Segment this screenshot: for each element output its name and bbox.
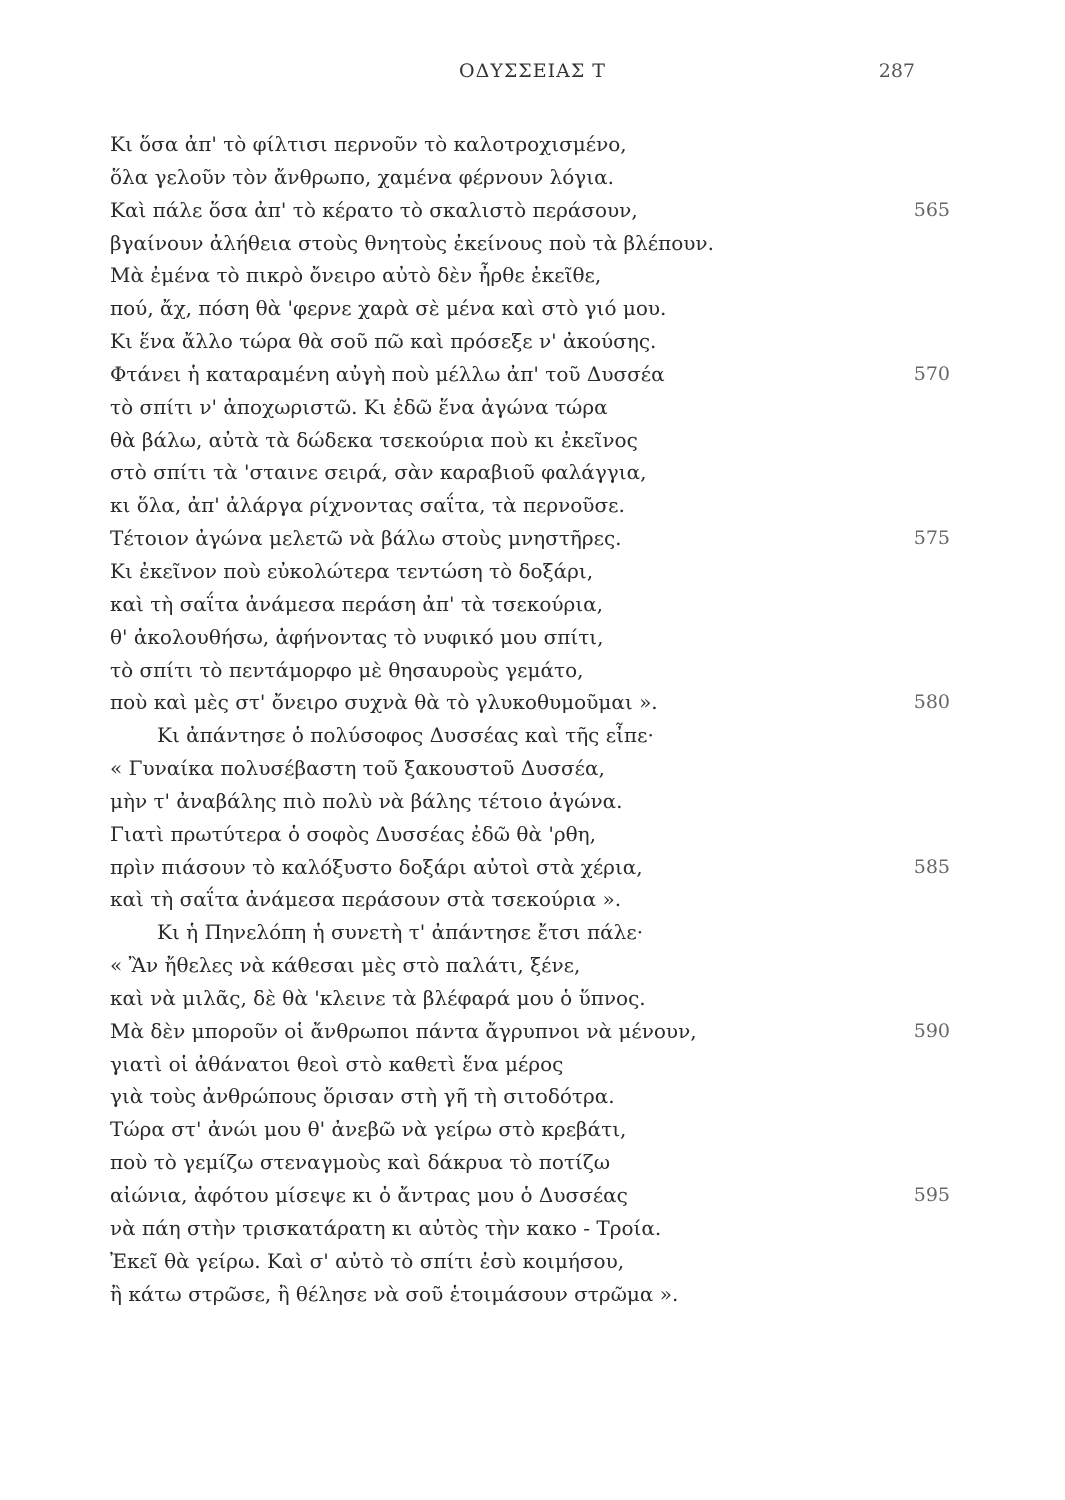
verse-text: Φτάνει ἡ καταραμένη αὐγὴ ποὺ μέλλω ἀπ' τοῦ Δυσσέα	[110, 361, 665, 386]
verse-line	[110, 292, 950, 325]
verse-line	[110, 949, 950, 982]
verse-text: Κι ἀπάντησε ὁ πολύσοφος Δυσσέας καὶ τῆς εἶπε·	[157, 723, 654, 748]
line-number: 575	[913, 527, 950, 550]
verse-text: καὶ τὴ σαΐτα ἀνάμεσα περάση ἀπ' τὰ τσεκούρια,	[110, 591, 604, 616]
verse-text: πού, ἄχ, πόση θὰ 'φερνε χαρὰ σὲ μένα καὶ στὸ γιό μου.	[110, 296, 667, 321]
running-head: ΟΔΥΣΣΕΙΑΣ Τ	[459, 60, 606, 82]
verse-text: « Ἂν ἤθελες νὰ κάθεσαι μὲς στὸ παλάτι, ξένε,	[110, 953, 581, 978]
verse-line	[110, 621, 950, 654]
verse-text: ποὺ τὸ γεμίζω στεναγμοὺς καὶ δάκρυα τὸ ποτίζω	[110, 1150, 611, 1175]
verse-text: Τέτοιον ἀγώνα μελετῶ νὰ βάλω στοὺς μνηστῆρες.	[110, 526, 622, 551]
verse-text: μὴν τ' ἀναβάλης πιὸ πολὺ νὰ βάλης τέτοιο ἀγώνα.	[110, 788, 623, 813]
verse-text: αἰώνια, ἀφότου μίσεψε κι ὁ ἄντρας μου ὁ Δυσσέας	[110, 1183, 628, 1207]
line-number: 580	[913, 691, 950, 714]
verse-text: Μὰ ἐμένα τὸ πικρὸ ὄνειρο αὐτὸ δὲν ἦρθε ἐκεῖθε,	[110, 263, 602, 288]
verse-text: Μὰ δὲν μποροῦν οἱ ἄνθρωποι πάντα ἄγρυπνοι νὰ μένουν,	[110, 1018, 697, 1043]
verse-line	[110, 686, 950, 719]
verse-text: ἢ κάτω στρῶσε, ἢ θέλησε νὰ σοῦ ἑτοιμάσουν στρῶμα ».	[110, 1281, 679, 1306]
verse-line	[110, 883, 950, 916]
verse-text: Κι ἕνα ἄλλο τώρα θὰ σοῦ πῶ καὶ πρόσεξε ν' ἀκούσης.	[110, 329, 657, 354]
verse-text: ὅλα γελοῦν τὸν ἄνθρωπο, χαμένα φέρνουν λόγια.	[110, 164, 614, 189]
verse-text: Ἐκεῖ θὰ γείρω. Καὶ σ' αὐτὸ τὸ σπίτι ἐσὺ κοιμήσου,	[110, 1248, 625, 1273]
verse-text: τὸ σπίτι ν' ἀποχωριστῶ. Κι ἐδῶ ἕνα ἀγώνα τώρα	[110, 394, 608, 419]
verse-text: στὸ σπίτι τὰ 'σταινε σειρά, σὰν καραβιοῦ φαλάγγια,	[110, 460, 647, 485]
line-number: 570	[913, 362, 950, 385]
verse-text: Κι ἡ Πηνελόπη ἡ συνετὴ τ' ἀπάντησε ἔτσι πάλε·	[157, 920, 644, 945]
verse-line	[110, 719, 950, 752]
verse-text: γιατὶ οἱ ἀθάνατοι θεοὶ στὸ καθετὶ ἕνα μέρος	[110, 1051, 564, 1076]
verse-text: Γιατὶ πρωτύτερα ὁ σοφὸς Δυσσέας ἐδῶ θὰ 'ρθη,	[110, 821, 596, 846]
verse-line	[110, 1113, 950, 1146]
verse-text: γιὰ τοὺς ἀνθρώπους ὅρισαν στὴ γῆ τὴ σιτοδότρα.	[110, 1084, 615, 1109]
verse-text: Κι ὅσα ἀπ' τὸ φίλτισι περνοῦν τὸ καλοτροχισμένο,	[110, 132, 627, 156]
line-number: 595	[913, 1184, 950, 1206]
verse-line	[110, 654, 950, 687]
line-number: 585	[913, 855, 950, 878]
verse-text: καὶ νὰ μιλᾶς, δὲ θὰ 'κλεινε τὰ βλέφαρά μου ὁ ὕπνος.	[110, 985, 646, 1010]
line-number: 590	[913, 1019, 950, 1042]
verse-line	[110, 916, 950, 949]
verse-line	[110, 128, 950, 161]
verse-line	[110, 259, 950, 292]
verse-text: κι ὅλα, ἀπ' ἀλάργα ρίχνοντας σαΐτα, τὰ περνοῦσε.	[110, 493, 625, 518]
verse-line	[110, 161, 950, 194]
verse-line	[110, 456, 950, 489]
verse-line	[110, 818, 950, 851]
verse-line	[110, 1146, 950, 1179]
verse-text: θὰ βάλω, αὐτὰ τὰ δώδεκα τσεκούρια ποὺ κι ἐκεῖνος	[110, 427, 638, 452]
verse-text: νὰ πάη στὴν τρισκατάρατη κι αὐτὸς τὴν κακο - Τροία.	[110, 1215, 662, 1240]
verse-line	[110, 194, 950, 227]
verse-text: θ' ἀκολουθήσω, ἀφήνοντας τὸ νυφικό μου σπίτι,	[110, 624, 604, 649]
verse-text: τὸ σπίτι τὸ πεντάμορφο μὲ θησαυροὺς γεμάτο,	[110, 657, 584, 682]
verse-text: Κι ἐκεῖνον ποὺ εὐκολώτερα τεντώση τὸ δοξάρι,	[110, 558, 594, 583]
verse-line	[110, 752, 950, 785]
verse-line	[110, 982, 950, 1015]
verse-line	[110, 489, 950, 522]
verse-line	[110, 1245, 950, 1278]
verse-line	[110, 424, 950, 457]
verse-line	[110, 1278, 950, 1311]
verse-line	[110, 1015, 950, 1048]
verse-line	[110, 227, 950, 260]
verse-line	[110, 851, 950, 884]
verse-text: « Γυναίκα πολυσέβαστη τοῦ ξακουστοῦ Δυσσέα,	[110, 756, 605, 781]
verse-line	[110, 1212, 950, 1245]
verse-line	[110, 1179, 950, 1212]
verse-text: Καὶ πάλε ὅσα ἀπ' τὸ κέρατο τὸ σκαλιστὸ περάσουν,	[110, 197, 638, 222]
verse-text: Τώρα στ' ἀνώι μου θ' ἀνεβῶ νὰ γείρω στὸ κρεβάτι,	[110, 1117, 627, 1142]
verse-line	[110, 325, 950, 358]
verse-line	[110, 555, 950, 588]
verse-line	[110, 358, 950, 391]
poem-text	[110, 128, 950, 1310]
verse-line	[110, 391, 950, 424]
line-number: 565	[913, 198, 950, 221]
verse-text: ποὺ καὶ μὲς στ' ὄνειρο συχνὰ θὰ τὸ γλυκοθυμοῦμαι ».	[110, 690, 658, 715]
verse-line	[110, 1048, 950, 1081]
verse-text: βγαίνουν ἀλήθεια στοὺς θνητοὺς ἐκείνους ποὺ τὰ βλέπουν.	[110, 230, 714, 255]
verse-line	[110, 522, 950, 555]
verse-line	[110, 1080, 950, 1113]
verse-line	[110, 785, 950, 818]
verse-line	[110, 588, 950, 621]
page-number: 287	[878, 60, 915, 82]
verse-text: πρὶν πιάσουν τὸ καλόξυστο δοξάρι αὐτοὶ στὰ χέρια,	[110, 854, 643, 879]
verse-text: καὶ τὴ σαΐτα ἀνάμεσα περάσουν στὰ τσεκούρια ».	[110, 887, 622, 912]
